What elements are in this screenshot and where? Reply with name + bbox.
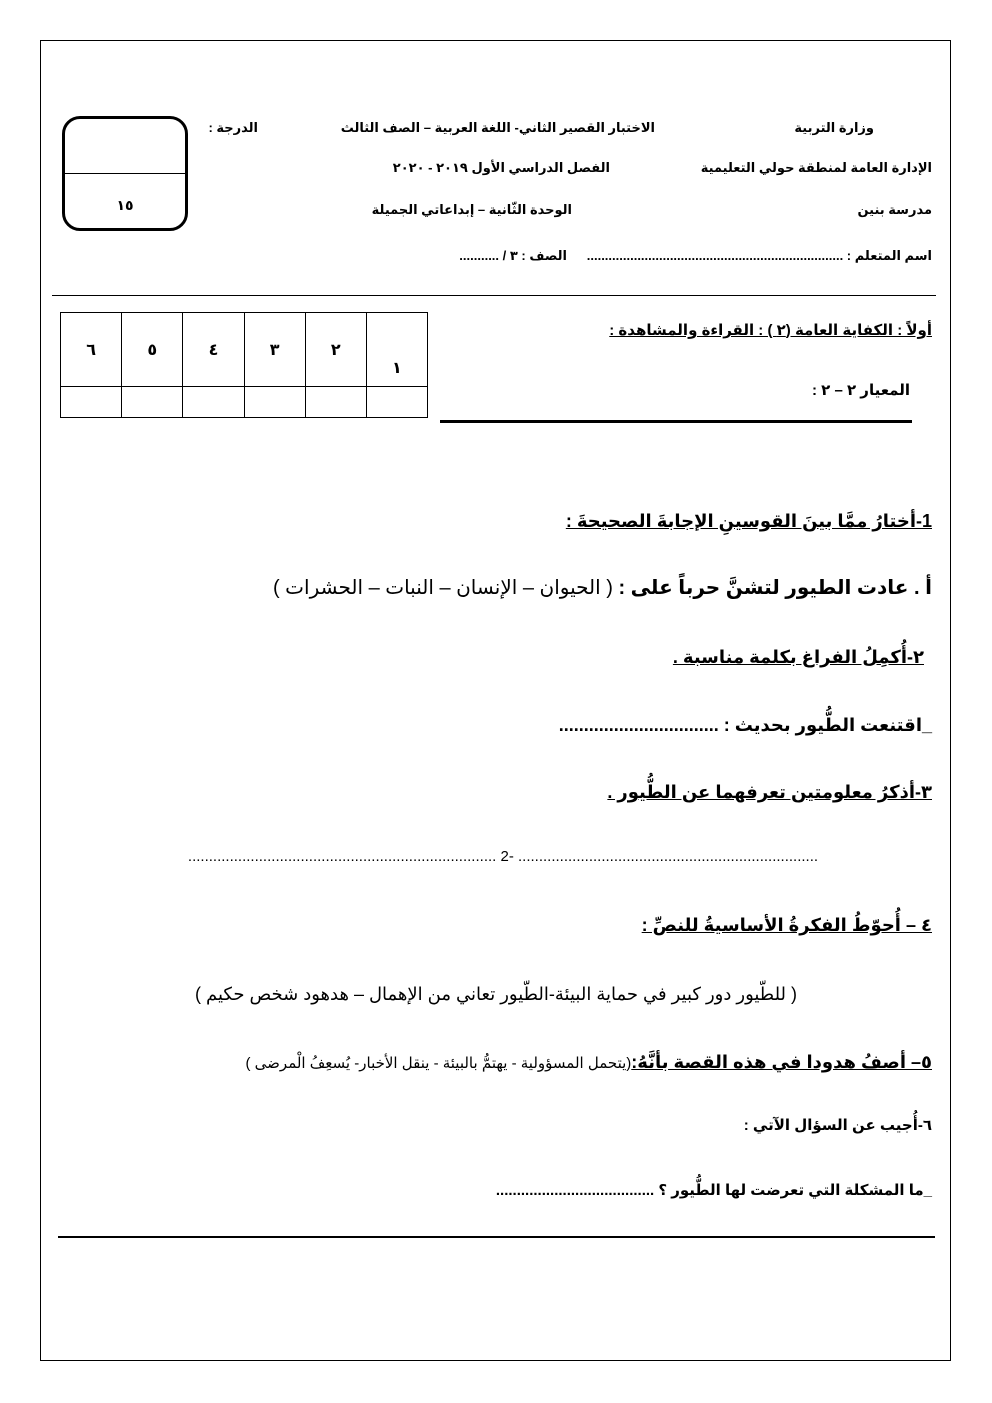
question-4: ٤ – أُحوّطُ الفكرةُ الأساسيةُ للنصِّ :	[641, 915, 932, 935]
question-1: 1-أختارُ ممَّا بينَ القوسينِ الإجابةَ الصحيحةَ :	[565, 511, 932, 531]
score-header: ٦	[61, 313, 122, 387]
directorate: الإدارة العامة لمنطقة حولي التعليمية	[700, 160, 932, 175]
divider	[52, 295, 936, 296]
question-6a[interactable]: _ما المشكلة التي تعرضت لها الطُّيور ؟ ......................................	[495, 1182, 932, 1199]
score-header: ٢	[305, 313, 366, 387]
page-border	[40, 40, 951, 1361]
grade-label: الدرجة :	[208, 120, 258, 135]
score-cell[interactable]	[122, 387, 183, 418]
grade-box	[62, 116, 188, 231]
score-table	[60, 312, 428, 418]
grade-total: ١٥	[116, 197, 134, 213]
grade-divider	[65, 173, 185, 174]
score-cell[interactable]	[305, 387, 366, 418]
score-header: ١	[366, 313, 427, 387]
standard-underline	[440, 420, 912, 423]
score-cell[interactable]	[61, 387, 122, 418]
exam-title: الاختبار القصير الثاني- اللغة العربية – الصف الثالث	[340, 120, 655, 135]
score-header: ٤	[183, 313, 244, 387]
score-cell[interactable]	[183, 387, 244, 418]
score-cell[interactable]	[366, 387, 427, 418]
section-heading: أولاً : الكفاية العامة (٢ ) : القراءة والمشاهدة :	[609, 322, 932, 339]
question-5	[246, 1051, 932, 1074]
student-name-field[interactable]: اسم المتعلم : .......................................................................	[586, 248, 932, 263]
question-5-options[interactable]: (يتحمل المسؤولية - يهتمُّ بالبيئة - ينقل الأخبار- يُسعِفُ الْمرضى )	[245, 1055, 632, 1072]
semester: الفصل الدراسي الأول ٢٠١٩ - ٢٠٢٠	[392, 160, 610, 175]
ministry: وزارة التربية	[794, 120, 874, 135]
question-4-options[interactable]: ( للطّيور دور كبير في حماية البيئة-الطّيور تعاني من الإهمال – هدهود شخص حكيم )	[194, 984, 798, 1004]
question-3-answer-line[interactable]: ........................................................................ -2 ..........................................................................	[187, 848, 819, 865]
question-2a[interactable]: _اقتنعت الطُّيور بحديث : ................................	[558, 715, 932, 735]
school-name: مدرسة بنين	[857, 202, 932, 217]
question-1a-prompt: أ . عادت الطيور لتشنَّ حرباً على :	[618, 577, 932, 599]
question-1a-options[interactable]: ( الحيوان – الإنسان – النبات – الحشرات )	[272, 577, 613, 599]
question-1a	[273, 576, 932, 601]
question-2: ٢-أُكمِلُ الفراغ بكلمة مناسبة .	[672, 647, 924, 667]
standard-label: المعيار ٢ – ٢ :	[811, 382, 910, 399]
question-5-prompt: ٥– أصفُ هدودا في هذه القصة بأنَّهُ:	[631, 1052, 932, 1072]
unit-title: الوحدة الثّانية – إبداعاتي الجميلة	[371, 202, 572, 217]
class-field[interactable]: الصف : ٣ / ...........	[459, 248, 567, 263]
score-header: ٣	[244, 313, 305, 387]
score-header: ٥	[122, 313, 183, 387]
bottom-divider	[58, 1236, 935, 1238]
question-6: ٦-أُجيب عن السؤال الآتي :	[743, 1117, 932, 1134]
question-3: ٣-أذكرُ معلومتين تعرفهما عن الطُّيور .	[607, 782, 932, 802]
score-cell[interactable]	[244, 387, 305, 418]
